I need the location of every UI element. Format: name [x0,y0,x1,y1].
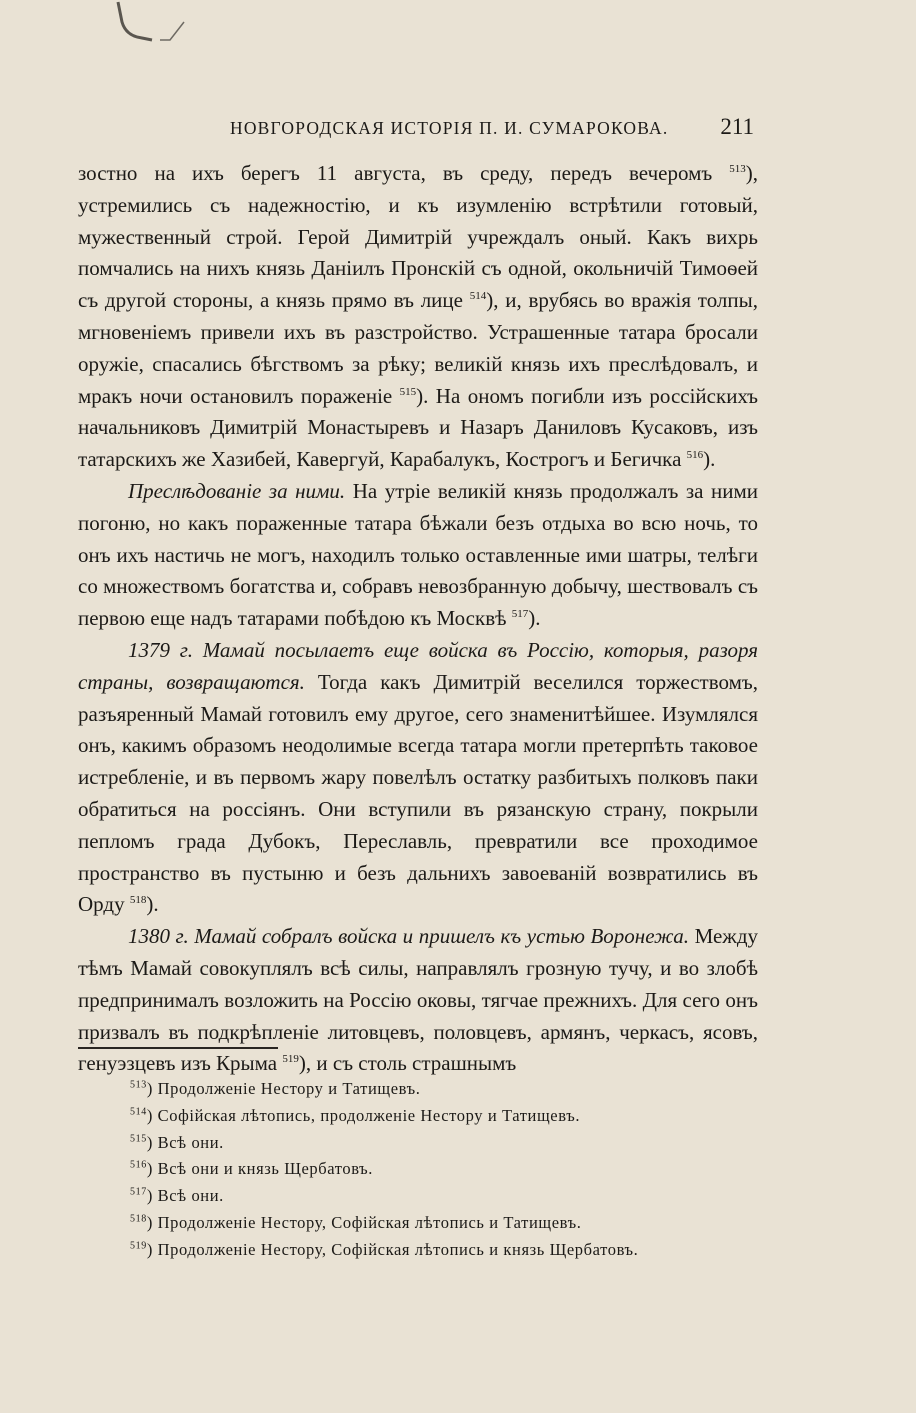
footnote-text: ) Продолженіе Нестору, Софійская лѣтопись и Татищевъ. [146,1212,582,1232]
footnote-reference: 516 [686,449,704,462]
footnote-text: ) Всѣ они. [146,1132,224,1152]
text-run: ). На ономъ погибли изъ россійскихъ начальниковъ Димитрій Монастыревъ и Назаръ Даниловъ Кусаковъ, изъ татарскихъ же Хазибей, Кавергуй, Карабалукъ, Кострогъ и Бегичка [78,383,758,472]
footnote-mark: 516 [130,1159,147,1171]
running-title: НОВГОРОДСКАЯ ИСТОРІЯ П. И. СУМАРОКОВА. [230,118,669,138]
footnote-reference: 514 [469,290,487,303]
footnote-item [130,1130,750,1157]
text-run: ). [146,892,159,917]
footnote-item [130,1156,750,1183]
footnote-text: ) Продолженіе Нестору, Софійская лѣтопись и князь Щербатовъ. [146,1239,639,1259]
side-heading: Преслѣдованіе за ними. [128,478,346,503]
text-run: Между тѣмъ Мамай совокуплялъ всѣ силы, направлялъ грозную тучу, и во злобѣ предпринималъ возложить на Россію оковы, тягчае прежнихъ. Для сего онъ призвалъ въ подкрѣпленіе литовцевъ, половцевъ, армянъ, черкасъ, ясовъ, генуэзцевъ изъ Крыма [78,924,758,1076]
paragraph [78,158,758,476]
footnote-reference: 517 [511,608,529,621]
footnote-rule [78,1047,278,1049]
text-run: зостно на ихъ берегъ 11 августа, въ среду, передъ вечеромъ [78,161,730,185]
side-heading: 1380 г. Мамай собралъ войска и пришелъ къ устью Воронежа. [128,924,690,949]
footnotes-list [130,1076,750,1264]
footnote-mark: 514 [130,1106,147,1118]
text-run: ), и, врубясь во вражія толпы, мгновеніемъ привели ихъ въ разстройство. Устрашенные татара бросали оружіе, спасались бѣгствомъ за рѣку; великій князь ихъ преслѣдовалъ, и мракъ ночи остановилъ пораженіе [78,288,758,408]
footnote-text: ) Продолженіе Нестору и Татищевъ. [146,1079,421,1098]
footnote-mark: 519 [130,1240,147,1252]
page-header [78,112,758,152]
footnote-mark: 517 [130,1186,147,1198]
footnote-item [130,1237,750,1264]
footnote-mark: 515 [130,1133,147,1145]
text-run: На утріе великій князь продолжалъ за ними погоню, но какъ пораженные татара бѣжали безъ отдыха во всю ночь, то онъ ихъ настичь не могъ, находилъ только оставленные ими шатры, телѣги со множествомъ богатства и, собравъ невозбранную добычу, шествовалъ съ первою еще надъ татарами побѣдою къ Москвѣ [78,478,759,631]
handwritten-check-mark [112,0,187,48]
page-number: 211 [720,114,754,139]
footnote-reference: 519 [282,1053,299,1066]
footnote-mark: 518 [130,1213,147,1225]
footnote-text: ) Софійская лѣтопись, продолженіе Нестору и Татищевъ. [146,1105,581,1125]
footnote-item [130,1210,750,1237]
footnote-item [130,1103,750,1130]
footnote-text: ) Всѣ они. [146,1186,224,1206]
footnote-reference: 518 [129,894,147,907]
footnote-item [130,1076,750,1103]
text-run: ). [528,606,541,631]
paragraph [78,635,758,921]
paragraph [78,476,758,635]
text-run: Тогда какъ Димитрій веселился торжествомъ, разъяренный Мамай готовилъ ему другое, сего знаменитѣйшее. Изумлялся онъ, какимъ образомъ неодолимые всегда татара могли претерпѣть таковое истребленіе, и въ первомъ жару повелѣлъ остатку разбитыхъ полковъ паки обратиться на россіянъ. Они вступили въ рязанскую страну, покрыли пепломъ града Дубокъ, Переславль, превратили все проходимое пространство въ пустыню и безъ дальнихъ завоеваній возвратились въ Орду [78,669,758,917]
footnote-mark: 513 [130,1079,147,1091]
side-heading: 1379 г. Мамай посылаетъ еще войска въ Россію, которыя, разоря страны, возвращаются. [78,637,758,694]
text-run: ), и съ столь страшнымъ [298,1051,517,1076]
main-text [78,158,758,1080]
paragraph [78,921,758,1080]
footnote-reference: 513 [729,163,746,175]
footnote-reference: 515 [399,385,417,398]
text-run: ), устремились съ надежностію, и къ изумленію встрѣтили готовый, мужественный строй. Герой Димитрій учреждалъ оный. Какъ вихрь помчались на нихъ князь Даніилъ Пронскій съ одной, окольничій Тимоѳей съ другой стороны, а князь прямо въ лице [78,161,758,313]
footnote-text: ) Всѣ они и князь Щербатовъ. [146,1159,374,1179]
text-run: ). [703,447,716,472]
footnote-item [130,1183,750,1210]
